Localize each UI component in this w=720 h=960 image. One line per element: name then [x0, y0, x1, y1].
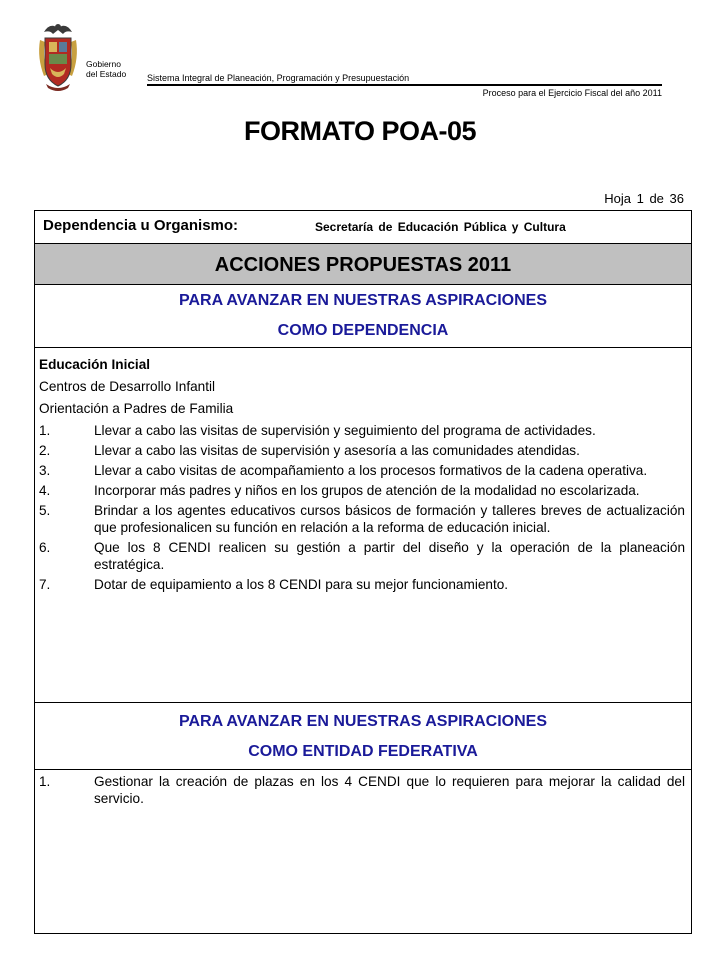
item-number: 2.: [39, 443, 51, 458]
item-text: Que los 8 CENDI realicen su gestión a partir del diseño y la operación de la planeación estratégica.: [94, 540, 685, 572]
dependency-label: Dependencia u Organismo:: [43, 217, 239, 234]
list-item: [39, 482, 685, 499]
page-number: Hoja 1 de 36: [604, 191, 684, 206]
item-number: 6.: [39, 540, 51, 555]
section1-action-list: [39, 422, 685, 593]
dependency-row: [35, 211, 691, 244]
item-number: 1.: [39, 423, 51, 438]
item-text: Brindar a los agentes educativos cursos básicos de formación y talleres breves de actualización que profesionalicen su función en relación a la reforma de educación inicial.: [94, 503, 685, 535]
program-name: Educación Inicial: [39, 357, 151, 372]
list-item: [39, 502, 685, 536]
section1-heading: [35, 284, 691, 348]
item-text: Gestionar la creación de plazas en los 4 CENDI que lo requieren para mejorar la calidad del servicio.: [94, 774, 685, 806]
item-number: 7.: [39, 577, 51, 592]
section1-heading-line2: COMO DEPENDENCIA: [277, 322, 449, 339]
list-item: [39, 422, 685, 439]
government-line-2: del Estado: [86, 68, 127, 79]
document-title: FORMATO POA-05: [243, 116, 477, 146]
subprogram-1: Centros de Desarrollo Infantil: [39, 379, 216, 394]
list-item: [39, 442, 685, 459]
item-number: 4.: [39, 483, 51, 498]
item-text: Incorporar más padres y niños en los grupos de atención de la modalidad no escolarizada.: [94, 483, 640, 498]
section2-content: [39, 773, 685, 810]
list-item: [39, 462, 685, 479]
section2-heading-line2: COMO ENTIDAD FEDERATIVA: [248, 743, 478, 760]
process-label: Proceso para el Ejercicio Fiscal del año 2011: [482, 88, 662, 98]
coat-of-arms-icon: [36, 18, 80, 94]
section2-heading-line1: PARA AVANZAR EN NUESTRAS ASPIRACIONES: [178, 713, 548, 730]
subprogram-2: Orientación a Padres de Familia: [39, 401, 234, 416]
list-item: [39, 576, 685, 593]
system-name: Sistema Integral de Planeación, Programación y Presupuestación: [147, 73, 410, 83]
section1-content: [39, 356, 685, 596]
section2-heading: [35, 702, 691, 770]
item-text: Llevar a cabo visitas de acompañamiento a los procesos formativos de la cadena operativa.: [94, 463, 648, 478]
dependency-value: Secretaría de Educación Pública y Cultura: [315, 220, 566, 234]
item-number: 3.: [39, 463, 51, 478]
list-item: [39, 539, 685, 573]
header-rule: [147, 84, 662, 86]
item-number: 1.: [39, 774, 51, 789]
item-text: Llevar a cabo las visitas de supervisión y asesoría a las comunidades atendidas.: [94, 443, 580, 458]
section2-action-list: [39, 773, 685, 807]
actions-band: [35, 244, 691, 285]
item-text: Llevar a cabo las visitas de supervisión y seguimiento del programa de actividades.: [94, 423, 596, 438]
section1-heading-line1: PARA AVANZAR EN NUESTRAS ASPIRACIONES: [178, 292, 548, 309]
government-label: [86, 60, 126, 79]
item-number: 5.: [39, 503, 51, 518]
government-line-1: Gobierno: [86, 59, 121, 69]
item-text: Dotar de equipamiento a los 8 CENDI para su mejor funcionamiento.: [94, 577, 509, 592]
list-item: [39, 773, 685, 807]
band-title: ACCIONES PROPUESTAS 2011: [214, 254, 512, 276]
